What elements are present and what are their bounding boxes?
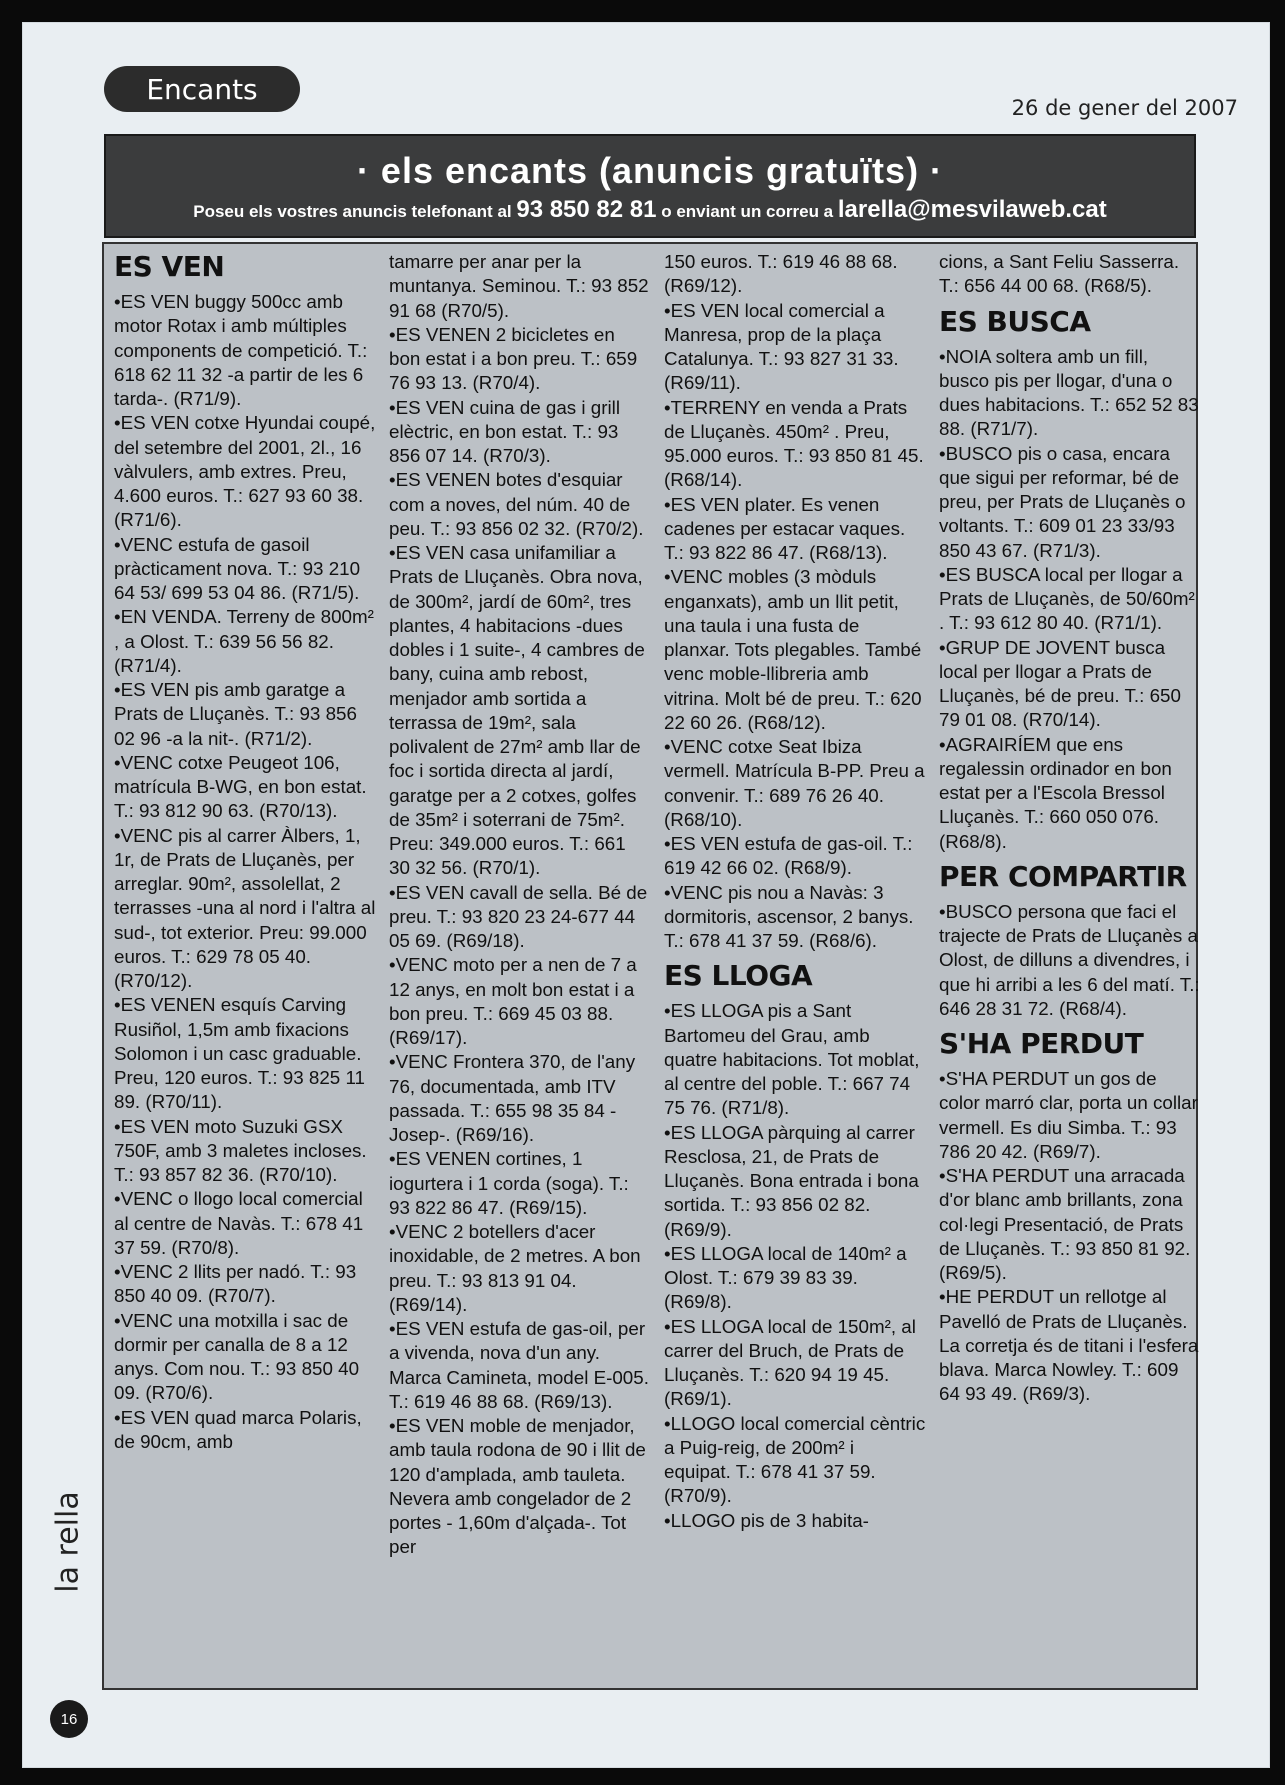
classified-ad: •HE PERDUT un rellotge al Pavelló de Prats de Lluçanès. La corretja és de titani i l'esfera blava. Marca Nowley. T.: 609 64 93 49. (R69/3). [939,1286,1199,1405]
classified-ad: •ES VEN local comercial a Manresa, prop de la plaça Catalunya. T.: 93 827 31 33. (R69/11). [664,299,899,394]
column-1 [114,250,376,1454]
banner-sub-middle: o enviant un correu a [656,202,838,221]
classified-ad: •VENC cotxe Peugeot 106, matrícula B-WG, en bon estat. T.: 93 812 90 63. (R70/13). [114,751,367,822]
classified-ad: •ES VEN moto Suzuki GSX 750F, amb 3 maletes incloses. T.: 93 857 82 36. (R70/10). [114,1115,367,1185]
classified-ad: •ES VEN cuina de gas i grill elèctric, en bon estat. T.: 93 856 07 14. (R70/3). [389,396,621,466]
classified-ad: •AGRAIRÍEM que ens regalessin ordinador en bon estat per a l'Escola Bressol Lluçanès. T.: 660 050 076. (R68/8). [939,733,1172,852]
classified-ad: •LLOGO local comercial cèntric a Puig-reig, de 200m² i equipat. T.: 678 41 37 59. (R70/9). [664,1412,926,1507]
classified-ad: •EN VENDA. Terreny de 800m² , a Olost. T.: 639 56 56 82. (R71/4). [114,606,374,676]
classified-ad: •ES VEN cavall de sella. Bé de preu. T.: 93 820 23 24-677 44 05 69. (R69/18). [389,881,648,951]
classified-ad: •ES VEN casa unifamiliar a Prats de Lluçanès. Obra nova, de 300m², jardí de 60m², tres plantes, 4 habitacions -dues dobles i 1 suite-, 4 cambres de bany, cuina amb rebost, menjador amb sortida a terrassa de 19m², sala polivalent de 27m² amb llar de foc i sortida directa al jardí, garatge per a 2 cotxes, golfes de 35m² i soterrani de 75m². Preu: 349.000 euros. T.: 661 30 32 56. (R70/1). [389,542,645,879]
classified-ad: •ES BUSCA local per llogar a Prats de Lluçanès, de 50/60m² . T.: 93 612 80 40. (R71/1). [939,563,1195,634]
category-heading: PER COMPARTIR [939,859,1187,893]
publication-name [38,1462,98,1622]
category-heading: ES BUSCA [939,304,1091,338]
classified-ad: •ES VEN moble de menjador, amb taula rodona de 90 i llit de 120 d'amplada, amb tauleta. Nevera amb congelador de 2 portes - 1,60m d'alçada-. Tot per [389,1415,646,1558]
classified-ad: •VENC pis nou a Navàs: 3 dormitoris, ascensor, 2 banys. T.: 678 41 37 59. (R68/6). [664,881,914,951]
classified-ad: •ES LLOGA local de 150m², al carrer del Bruch, de Prats de Lluçanès. T.: 620 94 19 45. (R69/1). [664,1315,916,1410]
classifieds-box [102,242,1198,1690]
banner-subtitle [106,196,1194,224]
classified-ad: tamarre per anar per la muntanya. Seminou. T.: 93 852 91 68 (R70/5). [389,251,649,321]
column-4 [939,250,1201,1407]
classified-ad: •VENC 2 llits per nadó. T.: 93 850 40 09. (R70/7). [114,1261,357,1307]
classified-ad: •VENC estufa de gasoil pràcticament nova. T.: 93 210 64 53/ 699 53 04 86. (R71/5). [114,533,361,603]
banner-title: · els encants (anuncis gratuïts) · [356,150,944,191]
classified-ad: •VENC 2 botellers d'acer inoxidable, de 2 metres. A bon preu. T.: 93 813 91 04. (R69/14). [389,1221,641,1315]
issue-date: 26 de gener del 2007 [1011,96,1238,120]
category-heading: ES VEN [114,250,225,283]
classified-ad: •ES VENEN esquís Carving Rusiñol, 1,5m amb fixacions Solomon i un casc graduable. Preu, 120 euros. T.: 93 825 11 89. (R70/11). [114,994,365,1113]
classified-ad: •ES VEN estufa de gas-oil, per a vivenda, nova d'un any. Marca Camineta, model E-005. T.: 619 46 88 68. (R69/13). [389,1318,649,1412]
classified-ad: •VENC o llogo local comercial al centre de Navàs. T.: 678 41 37 59. (R70/8). [114,1188,364,1258]
classified-ad: •ES VEN plater. Es venen cadenes per estacar vaques. T.: 93 822 86 47. (R68/13). [664,493,906,563]
classified-ad: •ES LLOGA local de 140m² a Olost. T.: 679 39 83 39. (R69/8). [664,1242,907,1313]
classified-ad: •VENC pis al carrer Àlbers, 1, 1r, de Prats de Lluçanès, per arreglar. 90m², assolellat, 2 terrasses -una al nord i l'altra al sud-, tot exterior. Preu: 99.000 euros. T.: 629 78 05 40. (R70/12). [114,824,376,991]
classified-ad: •S'HA PERDUT un gos de color marró clar, porta un collar vermell. Es diu Simba. T.: 93 786 20 42. (R69/7). [939,1068,1198,1162]
category-heading: ES LLOGA [664,959,813,993]
classified-ad: •VENC mobles (3 mòduls enganxats), amb un llit petit, una taula i una fusta de planxar. Tots plegables. També venc moble-llibreria amb vitrina. Molt bé de preu. T.: 620 22 60 26. (R68/12). [664,566,922,733]
classified-ad: •ES VENEN botes d'esquiar com a noves, del núm. 40 de peu. T.: 93 856 02 32. (R70/2). [389,469,644,539]
publication-name-text: la rella [50,1491,86,1593]
classified-ad: •GRUP DE JOVENT busca local per llogar a Prats de Lluçanès, bé de preu. T.: 650 79 01 08. (R70/14). [939,636,1181,731]
classified-ad: •TERRENY en venda a Prats de Lluçanès. 450m² . Preu, 95.000 euros. T.: 93 850 81 45. (R68/14). [664,396,924,491]
classified-ad: •ES VEN buggy 500cc amb motor Rotax i amb múltiples components de competició. T.: 618 62 11 32 -a partir de les 6 tarda-. (R71/9). [114,291,368,409]
category-heading: S'HA PERDUT [939,1027,1144,1060]
classified-ad: •VENC moto per a nen de 7 a 12 anys, en molt bon estat i a bon preu. T.: 669 45 03 88. (R69/17). [389,954,637,1048]
classified-ad: •ES LLOGA pis a Sant Bartomeu del Grau, amb quatre habitacions. Tot moblat, al centre del poble. T.: 667 74 75 76. (R71/8). [664,1000,920,1119]
banner-phone: 93 850 82 81 [516,196,657,223]
classified-ad: cions, a Sant Feliu Sasserra. T.: 656 44 00 68. (R68/5). [939,251,1180,297]
classified-ad: •S'HA PERDUT una arracada d'or blanc amb brillants, zona col·legi Presentació, de Prats de Lluçanès. T.: 93 850 81 92. (R69/5). [939,1165,1191,1283]
classified-ad: •VENC Frontera 370, de l'any 76, documentada, amb ITV passada. T.: 655 98 35 84 -Josep-. (R69/16). [389,1051,636,1145]
classified-ad: •VENC cotxe Seat Ibiza vermell. Matrícula B-PP. Preu a convenir. T.: 689 76 26 40. (R68/10). [664,736,925,830]
classifieds-banner [104,134,1196,238]
magazine-page [22,22,1270,1768]
banner-sub-prefix: Poseu els vostres anuncis telefonant al [193,202,517,221]
column-3 [664,250,926,1533]
classified-ad: •ES VEN cotxe Hyundai coupé, del setembre del 2001, 2l., 16 vàlvulers, amb extres. Preu, 4.600 euros. T.: 627 93 60 38. (R71/6). [114,412,376,531]
classified-ad: •ES VENEN 2 bicicletes en bon estat i a bon preu. T.: 659 76 93 13. (R70/4). [389,323,638,394]
column-2 [389,250,651,1560]
classified-ad: •ES VEN estufa de gas-oil. T.: 619 42 66 02. (R68/9). [664,833,913,879]
page-number: 16 [50,1700,88,1738]
classified-ad: 150 euros. T.: 619 46 88 68. (R69/12). [664,251,898,297]
classified-ad: •ES VENEN cortines, 1 iogurtera i 1 corda (soga). T.: 93 822 86 47. (R69/15). [389,1148,629,1218]
section-label: Encants [104,66,300,112]
classified-ad: •ES VEN pis amb garatge a Prats de Lluçanès. T.: 93 856 02 96 -a la nit-. (R71/2). [114,679,357,749]
classified-ad: •VENC una motxilla i sac de dormir per canalla de 8 a 12 anys. Com nou. T.: 93 850 40 09. (R70/6). [114,1309,360,1404]
classified-ad: •ES LLOGA pàrquing al carrer Resclosa, 21, de Prats de Lluçanès. Bona entrada i bona sortida. T.: 93 856 02 82. (R69/9). [664,1121,919,1240]
classified-ad: •LLOGO pis de 3 habita- [664,1509,869,1531]
classified-ad: •BUSCO persona que faci el trajecte de Prats de Lluçanès a Olost, de dilluns a divendres, i que hi arribi a les 6 del matí. T.: 646 28 31 72. (R68/4). [939,900,1200,1019]
classified-ad: •BUSCO pis o casa, encara que sigui per reformar, bé de preu, per Prats de Lluçanès o voltants. T.: 609 01 23 33/93 850 43 67. (R71/3). [939,442,1186,561]
classified-ad: •NOIA soltera amb un fill, busco pis per llogar, d'una o dues habitacions. T.: 652 52 83 88. (R71/7). [939,345,1199,440]
banner-email: larella@mesvilaweb.cat [837,196,1107,223]
classified-ad: •ES VEN quad marca Polaris, de 90cm, amb [114,1406,362,1452]
